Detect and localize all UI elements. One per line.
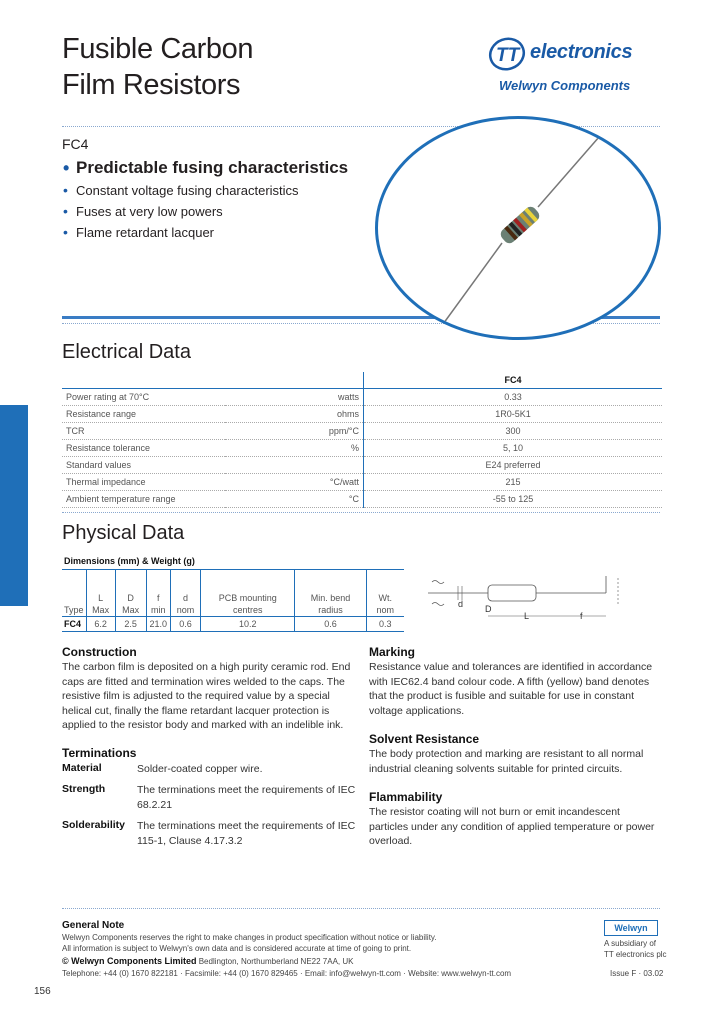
marking-text: Resistance value and tolerances are identified in accordance with IEC62.4 band colour code. A fifth (yellow) band denotes that the product is fusible and suitable for use in constant voltage applications.: [369, 661, 653, 717]
tt-electronics-logo: [487, 36, 662, 96]
company-line: © Welwyn Components Limited Bedlington, Northumberland NE22 7AA, UK: [62, 956, 354, 966]
termination-label: Solderability: [62, 819, 126, 831]
feature-item: • Flame retardant lacquer: [62, 222, 372, 243]
termination-label: Material: [62, 762, 102, 774]
divider-physical: [62, 512, 660, 513]
side-tab-marker: [0, 405, 28, 606]
table-caption-row: Dimensions (mm) & Weight (g): [62, 553, 404, 570]
feature-item: • Constant voltage fusing characteristics: [62, 180, 372, 201]
table-header-row: Type L Max D Max f min d nom PCB mounting centres Min. bend radius Wt. nom: [62, 570, 404, 617]
feature-item: • Predictable fusing characteristics: [62, 156, 372, 180]
subsidiary-text: A subsidiary of TT electronics plc: [604, 939, 667, 959]
page-title: Fusible Carbon Film Resistors: [62, 33, 254, 101]
construction-heading: Construction: [62, 645, 137, 659]
feature-list: [62, 156, 372, 243]
termination-text: The terminations meet the requirements of IEC 68.2.21: [137, 784, 356, 811]
table-row: Power rating at 70°C watts 0.33: [62, 389, 662, 406]
physical-table: [62, 553, 404, 632]
resistor-image: [378, 119, 658, 337]
column-header: FC4: [364, 372, 663, 389]
termination-text: Solder-coated copper wire.: [137, 763, 263, 775]
product-photo: [375, 116, 661, 340]
feature-item: • Fuses at very low powers: [62, 201, 372, 222]
svg-text:d: d: [458, 599, 464, 609]
physical-heading: Physical Data: [62, 522, 185, 544]
solvent-text: The body protection and marking are resistant to all normal industrial cleaning solvents suitable for printed circuits.: [369, 748, 644, 775]
flammability-heading: Flammability: [369, 790, 443, 804]
marking-heading: Marking: [369, 645, 416, 659]
general-note-heading: General Note: [62, 920, 125, 931]
table-row: FC4 6.2 2.5 21.0 0.6 10.2 0.6 0.3: [62, 617, 404, 632]
welwyn-logo: Welwyn: [604, 920, 658, 936]
contact-line: Telephone: +44 (0) 1670 822181 · Facsimile: +44 (0) 1670 829465 · Email: info@welwyn-tt.com · Website: www.welwyn-tt.com: [62, 969, 512, 978]
table-header-row: [62, 372, 662, 389]
flammability-text: The resistor coating will not burn or emit incandescent particles under any condition of applied temperature or power overload.: [369, 806, 655, 847]
svg-text:f: f: [580, 611, 583, 621]
terminations-heading: Terminations: [62, 746, 137, 760]
electrical-heading: Electrical Data: [62, 341, 191, 363]
general-note-text: Welwyn Components reserves the right to make changes in product specification without notice or liability. All information is subject to Welwyn's own data and is considered accurate at time of going to print.: [62, 933, 437, 953]
svg-text:D: D: [485, 604, 492, 614]
table-row: Ambient temperature range °C -55 to 125: [62, 491, 662, 508]
page-number: 156: [34, 986, 51, 997]
product-code: FC4: [62, 136, 89, 152]
termination-text: The terminations meet the requirements of IEC 115-1, Clause 4.17.3.2: [137, 820, 356, 847]
table-row: Standard values E24 preferred: [62, 457, 662, 474]
electrical-table: [62, 372, 662, 508]
table-row: Resistance tolerance % 5, 10: [62, 440, 662, 457]
logo-wordmark: electronics: [530, 41, 633, 63]
logo-subtitle: Welwyn Components: [499, 78, 631, 93]
solvent-heading: Solvent Resistance: [369, 732, 480, 746]
construction-text: The carbon film is deposited on a high purity ceramic rod. End caps are fitted and termination wires welded to the caps. The resistive film is adjusted to the required value by a special helical cut, finally the flame retardant lacquer protection is applied to the resistor body and marked with an indelible ink.: [62, 661, 351, 731]
table-row: Thermal impedance °C/watt 215: [62, 474, 662, 491]
termination-label: Strength: [62, 783, 106, 795]
table-row: Resistance range ohms 1R0-5K1: [62, 406, 662, 423]
issue-number: Issue F · 03.02: [610, 969, 664, 978]
dimension-diagram: [428, 574, 632, 624]
svg-text:L: L: [524, 611, 530, 621]
tt-logo-icon: [487, 36, 527, 72]
divider-footer: [62, 908, 660, 909]
svg-text:TT: TT: [496, 45, 520, 66]
table-row: TCR ppm/°C 300: [62, 423, 662, 440]
